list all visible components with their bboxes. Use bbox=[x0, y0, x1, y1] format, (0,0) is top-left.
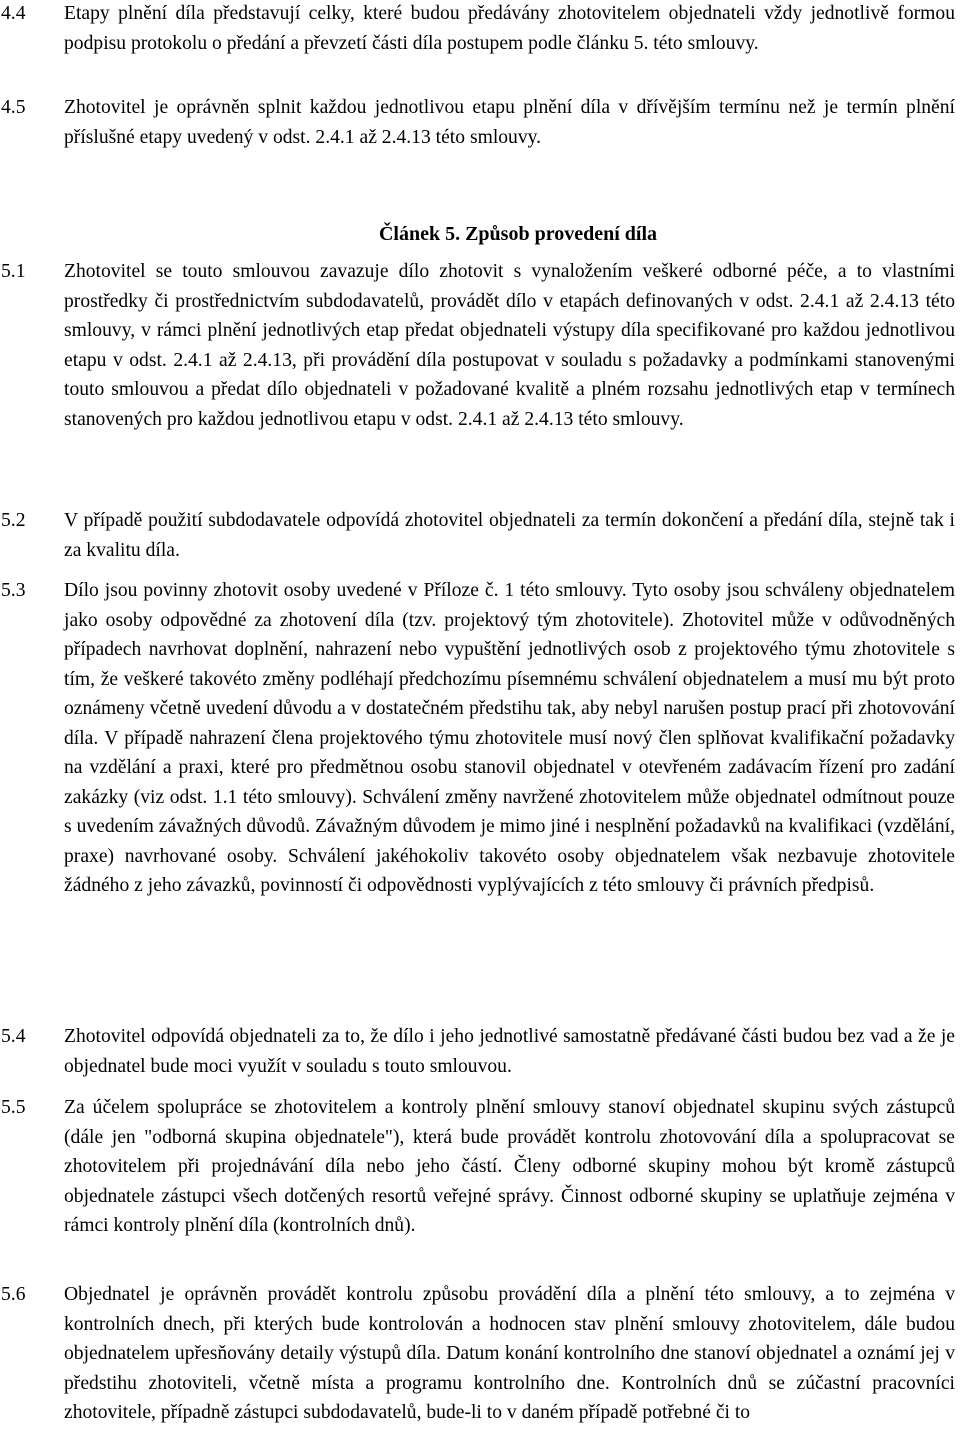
clause-5-5 bbox=[0, 1093, 960, 1241]
article-heading: Článek 5. Způsob provedení díla bbox=[378, 223, 658, 245]
clause-5-3 bbox=[0, 576, 960, 901]
clause-4-5 bbox=[0, 93, 960, 152]
clause-number: 5.5 bbox=[1, 1097, 26, 1118]
clause-number: 4.5 bbox=[1, 97, 26, 118]
clause-number: 5.2 bbox=[1, 510, 26, 531]
clause-text: Dílo jsou povinny zhotovit osoby uvedené v Příloze č. 1 této smlouvy. Tyto osoby jsou schváleny objednatelem jako osoby odpovědné za zhotovení díla (tzv. projektový tým zhotovitele). Zhotovitel může v odůvodněných případech navrhovat doplnění, nahrazení nebo vypuštění jednotlivých osob z projektového týmu zhotovitele s tím, že veškeré takovéto změny podléhají předchozímu písemnému schválení objednatelem a musí mu být proto oznámeny včetně uvedení důvodu a v dostatečném předstihu tak, aby nebyl narušen postup prací při zhotovování díla. V případě nahrazení člena projektového týmu zhotovitele musí nový člen splňovat kvalifikační požadavky na vzdělání a praxi, které pro předmětnou osobu stanovil objednatel v otevřeném zadávacím řízení pro zadání zakázky (viz odst. 1.1 této smlouvy). Schválení změny navržené zhotovitelem může objednatel odmítnout pouze s uvedením závažných důvodů. Závažným důvodem je mimo jiné i nesplnění požadavků na kvalifikaci (vzdělání, praxe) navrhované osoby. Schválení jakéhokoliv takovéto osoby objednatelem však nezbavuje zhotovitele žádného z jeho závazků, povinností či odpovědnosti vyplývajících z této smlouvy či právních předpisů. bbox=[64, 580, 955, 896]
clause-number: 5.6 bbox=[1, 1284, 26, 1305]
clause-number: 5.3 bbox=[1, 580, 26, 601]
clause-4-4 bbox=[0, 0, 960, 58]
clause-text: Zhotovitel odpovídá objednateli za to, že dílo i jeho jednotlivé samostatně předávané části budou bez vad a že je objednatel bude moci využít v souladu s touto smlouvou. bbox=[64, 1026, 955, 1077]
clause-number: 4.4 bbox=[1, 3, 26, 24]
clause-text: Etapy plnění díla představují celky, které budou předávány zhotovitelem objednateli vždy jednotlivě formou podpisu protokolu o předání a převzetí části díla postupem podle článku 5. této smlouvy. bbox=[64, 3, 955, 54]
clause-5-4 bbox=[0, 1022, 960, 1081]
clause-text: Zhotovitel je oprávněn splnit každou jednotlivou etapu plnění díla v dřívějším termínu než je termín plnění příslušné etapy uvedený v odst. 2.4.1 až 2.4.13 této smlouvy. bbox=[64, 97, 955, 148]
clause-text: Zhotovitel se touto smlouvou zavazuje dílo zhotovit s vynaložením veškeré odborné péče, a to vlastními prostředky či prostřednictvím subdodavatelů, provádět dílo v etapách definovaných v odst. 2.4.1 až 2.4.13 této smlouvy, v rámci plnění jednotlivých etap předat objednateli výstupy díla specifikované pro každou jednotlivou etapu v odst. 2.4.1 až 2.4.13, při provádění díla postupovat v souladu s požadavky a podmínkami stanovenými touto smlouvou a předat dílo objednateli v požadované kvalitě a plném rozsahu jednotlivých etap v termínech stanovených pro každou jednotlivou etapu v odst. 2.4.1 až 2.4.13 této smlouvy. bbox=[64, 261, 955, 430]
clause-5-6 bbox=[0, 1280, 960, 1428]
clause-5-2 bbox=[0, 506, 960, 565]
clause-text: Objednatel je oprávněn provádět kontrolu způsobu provádění díla a plnění této smlouvy, a to zejména v kontrolních dnech, při kterých bude kontrolován a hodnocen stav plnění smlouvy zhotovitelem, dále budou objednatelem upřesňovány detaily výstupů díla. Datum konání kontrolního dne stanoví objednatel a oznámí jej v předstihu zhotoviteli, včetně místa a programu kontrolního dne. Kontrolních dnů se zúčastní pracovníci zhotovitele, případně zástupci subdodavatelů, bude-li to v daném případě potřebné či to bbox=[64, 1284, 955, 1423]
clause-number: 5.1 bbox=[1, 261, 26, 282]
clause-text: Za účelem spolupráce se zhotovitelem a kontroly plnění smlouvy stanoví objednatel skupinu svých zástupců (dále jen "odborná skupina objednatele"), která bude provádět kontrolu zhotovování díla a spolupracovat se zhotovitelem při projednávání díla nebo jeho částí. Členy odborné skupiny mohou být kromě zástupců objednatele zástupci všech dotčených resortů veřejné správy. Činnost odborné skupiny se uplatňuje zejména v rámci kontroly plnění díla (kontrolních dnů). bbox=[64, 1097, 955, 1236]
clause-5-1 bbox=[0, 257, 960, 434]
clause-text: V případě použití subdodavatele odpovídá zhotovitel objednateli za termín dokončení a předání díla, stejně tak i za kvalitu díla. bbox=[64, 510, 955, 561]
clause-number: 5.4 bbox=[1, 1026, 26, 1047]
